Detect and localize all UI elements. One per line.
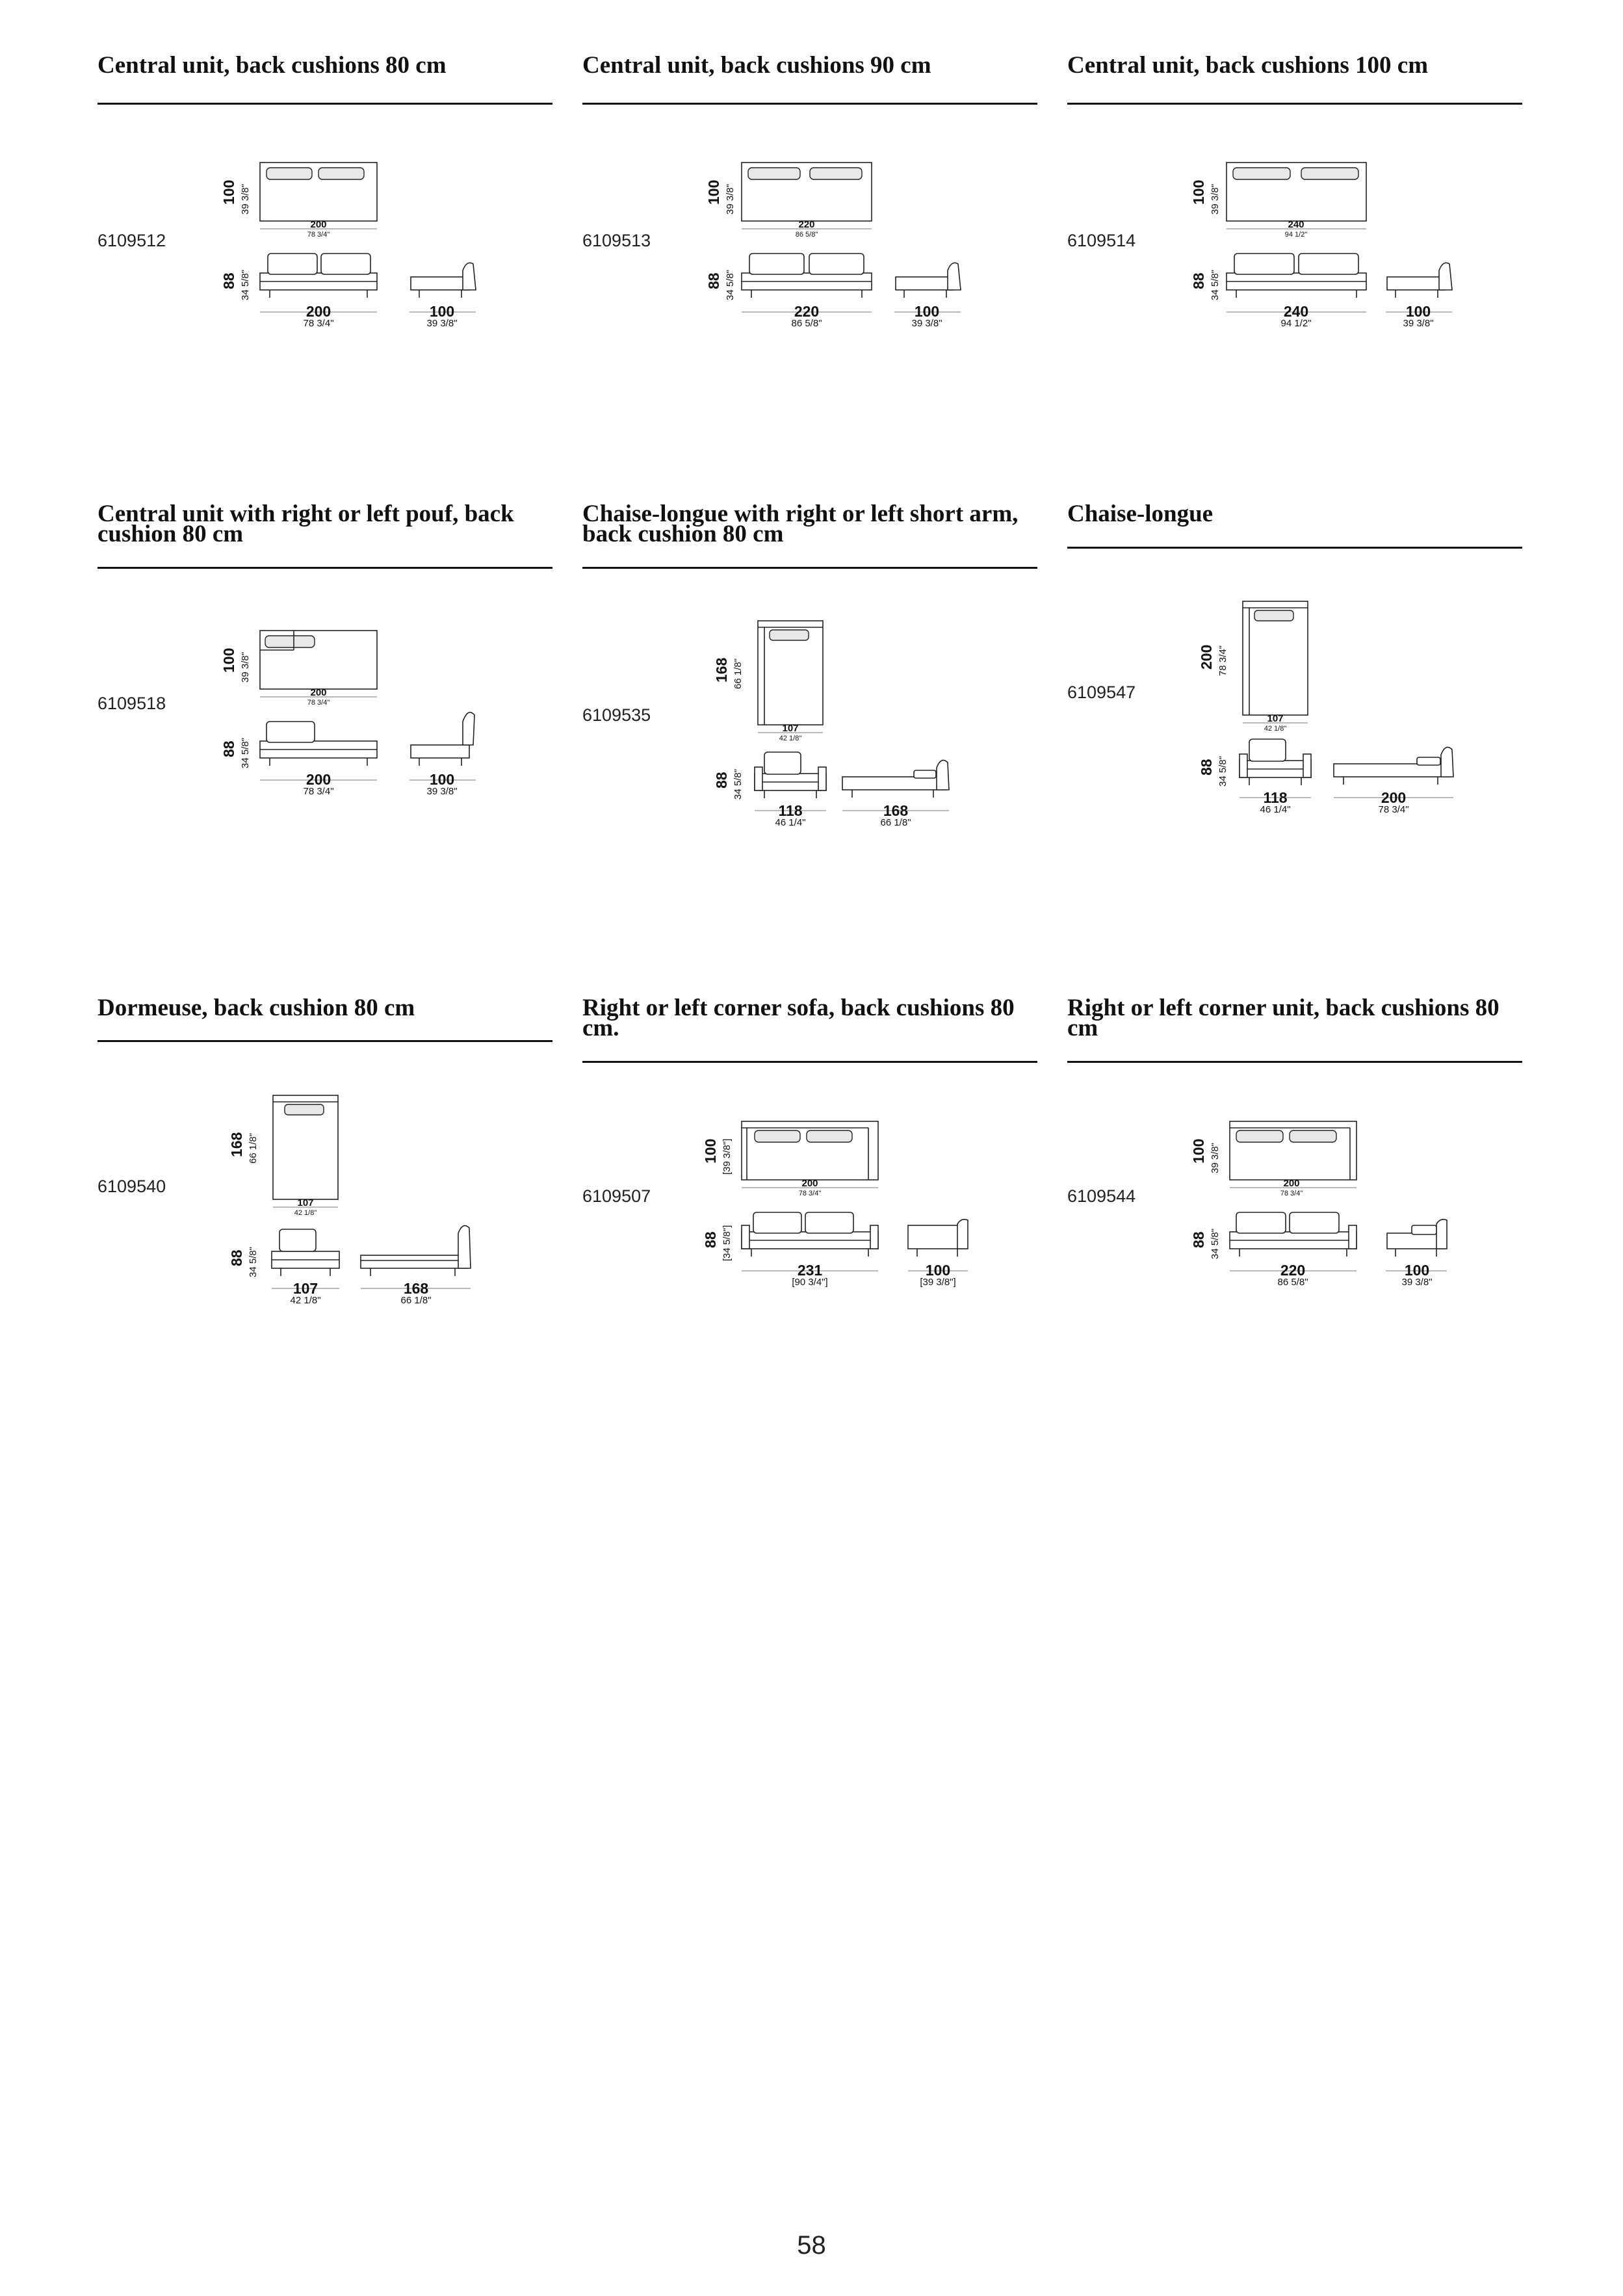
plan-depth-cm: 200 [1198,644,1215,670]
product-title: Chaise-longue with right or left short arm, back cushion 80 cm [582,501,1019,547]
product-code: 6109544 [1067,1186,1136,1206]
height-in: 34 5/8" [240,737,251,768]
product-title: Central unit, back cushions 80 cm [97,52,447,79]
plan-depth-cm: 100 [220,647,237,673]
title-rule [1067,1061,1522,1063]
product-code: 6109518 [97,694,166,713]
plan-width-in: 78 3/4" [798,1190,822,1197]
plan-depth-in: 66 1/8" [248,1132,259,1164]
title-rule [582,567,1037,569]
plan-width-in: 78 3/4" [1280,1190,1303,1197]
plan-width-cm: 220 [798,219,815,230]
plan-width-in: 42 1/8" [1264,725,1287,733]
front-width-cm: 200 [305,303,331,320]
product-code: 6109512 [97,231,166,250]
side-depth-cm: 168 [403,1280,429,1297]
product-cell [97,995,552,1362]
technical-drawing [706,156,979,351]
product-title: Right or left corner sofa, back cushions 80 cm. [582,995,1015,1041]
product-cell [1067,52,1522,367]
technical-drawing [1191,1115,1470,1310]
product-code: 6109507 [582,1186,651,1206]
product-cell [582,995,1037,1362]
side-depth-in: 39 3/8" [911,318,942,329]
side-depth-cm: 100 [429,303,455,320]
front-width-cm: 107 [292,1280,318,1297]
height-in: 34 5/8" [1210,269,1221,300]
product-title: Central unit, back cushions 90 cm [582,52,931,79]
plan-width-cm: 200 [1283,1178,1300,1189]
height-in: 34 5/8" [1210,1228,1221,1259]
plan-depth-in: 39 3/8" [1210,1142,1221,1173]
plan-width-in: 42 1/8" [294,1209,317,1217]
height-in: 34 5/8" [240,269,251,300]
front-width-cm: 240 [1283,303,1309,320]
product-cell [582,501,1037,868]
plan-width-cm: 107 [297,1197,314,1208]
plan-width-cm: 200 [310,687,327,698]
plan-depth-in: 39 3/8" [240,651,251,683]
plan-width-cm: 200 [801,1178,818,1189]
plan-depth-cm: 168 [228,1132,245,1157]
product-cell [97,52,552,367]
side-depth-cm: 100 [1404,1262,1430,1279]
side-depth-in: 66 1/8" [880,817,911,828]
height-cm: 88 [705,272,722,289]
title-rule [1067,547,1522,549]
side-depth-in: 39 3/8" [426,786,458,797]
title-rule [582,103,1037,105]
front-width-cm: 231 [797,1262,823,1279]
plan-depth-cm: 100 [702,1138,719,1164]
height-cm: 88 [220,272,237,289]
front-width-in: 42 1/8" [290,1295,321,1306]
front-width-cm: 220 [794,303,820,320]
technical-drawing [1197,595,1483,835]
height-cm: 88 [702,1231,719,1248]
side-depth-in: 66 1/8" [400,1295,432,1306]
front-width-cm: 200 [305,771,331,788]
plan-width-cm: 107 [782,723,799,734]
plan-depth-in: 78 3/4" [1217,645,1228,676]
technical-drawing [221,156,494,351]
product-cell [1067,995,1522,1362]
product-code: 6109540 [97,1177,166,1196]
height-in: [34 5/8"] [721,1225,733,1261]
height-in: 34 5/8" [733,768,744,800]
technical-drawing [221,624,494,819]
front-width-in: 94 1/2" [1280,318,1312,329]
plan-depth-in: 66 1/8" [733,658,744,689]
side-depth-cm: 200 [1381,789,1407,806]
plan-width-in: 78 3/4" [307,699,330,707]
front-width-in: 78 3/4" [303,786,334,797]
plan-depth-cm: 100 [1190,179,1207,205]
plan-depth-cm: 100 [220,179,237,205]
product-cell [97,501,552,868]
page-number: 58 [797,2231,826,2260]
plan-width-in: 78 3/4" [307,231,330,239]
side-depth-in: [39 3/8"] [920,1277,956,1288]
product-code: 6109535 [582,705,651,725]
product-title: Right or left corner unit, back cushions 80 cm [1067,995,1500,1041]
plan-depth-in: [39 3/8"] [721,1138,733,1175]
side-depth-in: 39 3/8" [426,318,458,329]
front-width-cm: 118 [778,802,803,819]
front-width-in: 46 1/4" [775,817,806,828]
front-width-in: 86 5/8" [1277,1277,1308,1288]
plan-depth-cm: 100 [1190,1138,1207,1164]
front-width-cm: 220 [1280,1262,1306,1279]
plan-width-in: 94 1/2" [1284,231,1308,239]
plan-depth-in: 39 3/8" [240,183,251,215]
plan-width-in: 42 1/8" [779,735,802,742]
plan-depth-in: 39 3/8" [1210,183,1221,215]
title-rule [1067,103,1522,105]
technical-drawing [1191,156,1477,351]
plan-depth-in: 39 3/8" [725,183,736,215]
plan-depth-cm: 100 [705,179,722,205]
product-title: Central unit with right or left pouf, back cushion 80 cm [97,501,514,547]
product-cell [582,52,1037,367]
product-code: 6109513 [582,231,651,250]
height-in: 34 5/8" [248,1246,259,1277]
product-title: Dormeuse, back cushion 80 cm [97,995,415,1021]
plan-width-cm: 107 [1267,713,1284,724]
technical-drawing [712,614,972,848]
height-cm: 88 [1190,1231,1207,1248]
plan-width-in: 86 5/8" [795,231,818,239]
height-in: 34 5/8" [1217,755,1228,787]
height-cm: 88 [713,772,730,789]
product-cell [1067,501,1522,868]
product-code: 6109547 [1067,683,1136,702]
height-cm: 88 [1198,759,1215,776]
product-title: Central unit, back cushions 100 cm [1067,52,1429,79]
side-depth-cm: 100 [925,1262,951,1279]
plan-width-cm: 200 [310,219,327,230]
height-cm: 88 [228,1249,245,1266]
technical-drawing [703,1115,982,1310]
technical-drawing [227,1089,500,1329]
front-width-in: 78 3/4" [303,318,334,329]
height-cm: 88 [1190,272,1207,289]
side-depth-cm: 168 [883,802,909,819]
side-depth-cm: 100 [429,771,455,788]
title-rule [97,1040,552,1042]
side-depth-in: 39 3/8" [1403,318,1434,329]
height-cm: 88 [220,740,237,757]
title-rule [582,1061,1037,1063]
front-width-in: [90 3/4"] [792,1277,828,1288]
side-depth-in: 39 3/8" [1401,1277,1433,1288]
title-rule [97,103,552,105]
side-depth-cm: 100 [1405,303,1431,320]
side-depth-in: 78 3/4" [1378,804,1409,815]
front-width-cm: 118 [1263,789,1288,806]
product-title: Chaise-longue [1067,501,1214,527]
height-in: 34 5/8" [725,269,736,300]
front-width-in: 86 5/8" [791,318,822,329]
plan-depth-cm: 168 [713,657,730,683]
product-code: 6109514 [1067,231,1136,250]
title-rule [97,567,552,569]
plan-width-cm: 240 [1288,219,1305,230]
front-width-in: 46 1/4" [1260,804,1291,815]
side-depth-cm: 100 [914,303,940,320]
